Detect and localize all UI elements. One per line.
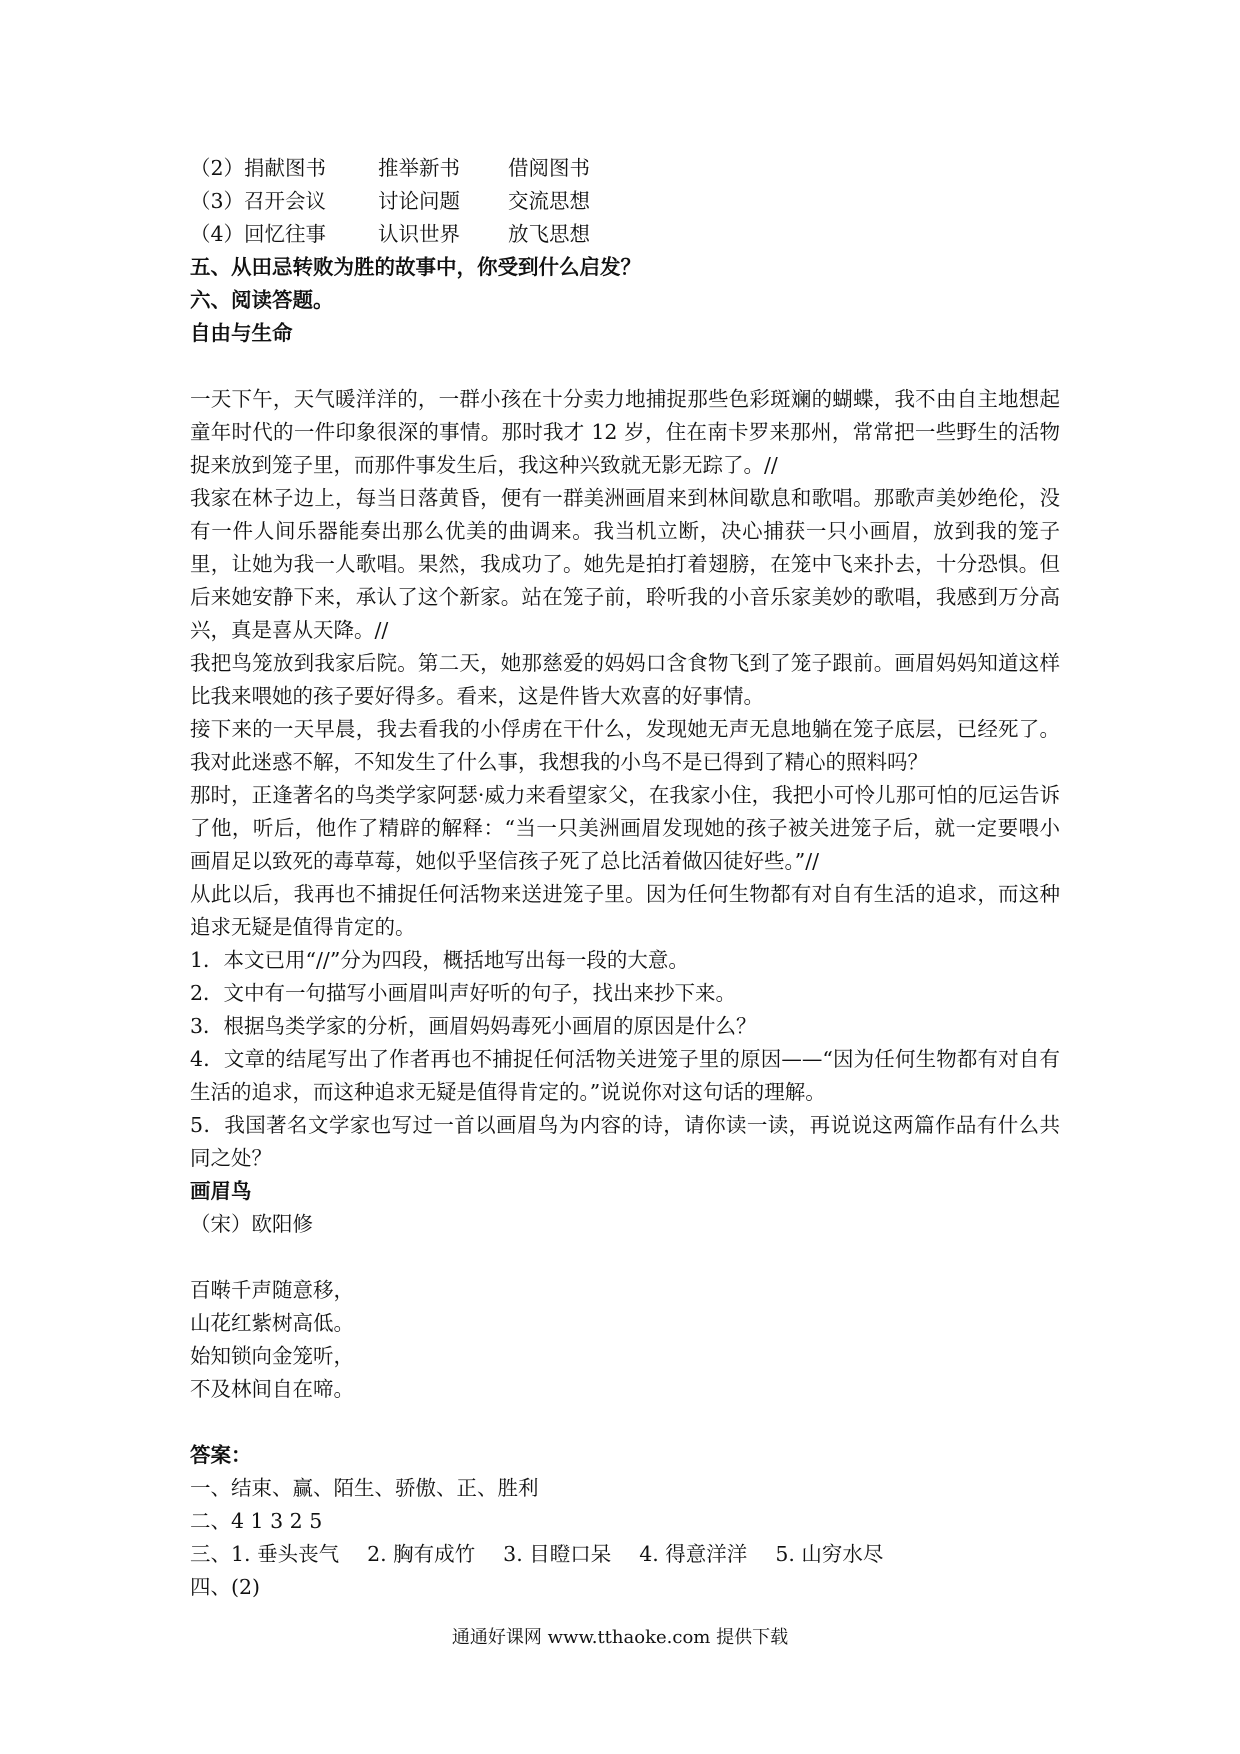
option-row [190, 152, 1060, 185]
poem-title: 画眉鸟 [190, 1179, 252, 1203]
answer-idiom: 2. 胸有成竹 [367, 1542, 476, 1566]
option-item: 交流思想 [508, 189, 590, 213]
option-item: 推举新书 [378, 156, 460, 180]
answers-heading: 答案： [190, 1443, 252, 1467]
option-item: 讨论问题 [378, 189, 460, 213]
spacer [190, 1406, 1060, 1439]
question-item: 4．文章的结尾写出了作者再也不捕捉任何活物关进笼子里的原因——“因为任何生物都有对自有生活的追求，而这种追求无疑是值得肯定的。”说说你对这句话的理解。 [190, 1047, 1060, 1104]
section-five-heading: 五、从田忌转败为胜的故事中，你受到什么启发？ [190, 255, 641, 279]
question-item: 3．根据鸟类学家的分析，画眉妈妈毒死小画眉的原因是什么？ [190, 1014, 757, 1038]
answer-line: 二、4 1 3 2 5 [190, 1509, 323, 1533]
article-paragraph: 接下来的一天早晨，我去看我的小俘虏在干什么，发现她无声无息地躺在笼子底层，已经死了。我对此迷惑不解，不知发生了什么事，我想我的小鸟不是已得到了精心的照料吗？ [190, 717, 1060, 774]
article-paragraph: 一天下午，天气暖洋洋的，一群小孩在十分卖力地捕捉那些色彩斑斓的蝴蝶，我不由自主地想起童年时代的一件印象很深的事情。那时我才 12 岁，住在南卡罗来那州，常常把一些野生的活物捉来放到笼子里，而那件事发生后，我这种兴致就无影无踪了。// [190, 387, 1060, 477]
option-item: 借阅图书 [508, 156, 590, 180]
poem-line: 百啭千声随意移， [190, 1278, 354, 1302]
poem-author: （宋）欧阳修 [190, 1212, 313, 1236]
section-six-heading: 六、阅读答题。 [190, 288, 334, 312]
article-title: 自由与生命 [190, 321, 293, 345]
page-footer: 通通好课网 www.tthaoke.com 提供下载 [451, 1627, 789, 1648]
answer-idiom: 1. 垂头丧气 [231, 1542, 340, 1566]
answer-line: 一、结束、赢、陌生、骄傲、正、胜利 [190, 1476, 539, 1500]
answer-line: 四、(2) [190, 1575, 261, 1599]
option-item: 认识世界 [378, 222, 460, 246]
option-item: 放飞思想 [508, 222, 590, 246]
answer-prefix: 三、 [190, 1542, 231, 1566]
option-row [190, 185, 1060, 218]
option-item: （2）捐献图书 [190, 156, 327, 180]
article-paragraph: 那时，正逢著名的鸟类学家阿瑟·威力来看望家父，在我家小住，我把小可怜儿那可怕的厄运告诉了他，听后，他作了精辟的解释：“当一只美洲画眉发现她的孩子被关进笼子后，就一定要喂小画眉足以致死的毒草莓，她似乎坚信孩子死了总比活着做囚徒好些。”// [190, 783, 1060, 873]
document-body [190, 152, 1060, 1604]
question-item: 2．文中有一句描写小画眉叫声好听的句子，找出来抄下来。 [190, 981, 737, 1005]
spacer [190, 1241, 1060, 1274]
option-row [190, 218, 1060, 251]
article-paragraph: 我家在林子边上，每当日落黄昏，便有一群美洲画眉来到林间歇息和歌唱。那歌声美妙绝伦，没有一件人间乐器能奏出那么优美的曲调来。我当机立断，决心捕获一只小画眉，放到我的笼子里，让她为我一人歌唱。果然，我成功了。她先是拍打着翅膀，在笼中飞来扑去，十分恐惧。但后来她安静下来，承认了这个新家。站在笼子前，聆听我的小音乐家美妙的歌唱，我感到万分高兴，真是喜从天降。// [190, 486, 1060, 642]
poem-line: 山花红紫树高低。 [190, 1311, 354, 1335]
answer-idiom: 5. 山穷水尽 [775, 1542, 884, 1566]
poem-line: 始知锁向金笼听， [190, 1344, 354, 1368]
answer-line [190, 1538, 1060, 1571]
option-item: （3）召开会议 [190, 189, 327, 213]
option-item: （4）回忆往事 [190, 222, 327, 246]
article-paragraph: 我把鸟笼放到我家后院。第二天，她那慈爱的妈妈口含食物飞到了笼子跟前。画眉妈妈知道这样比我来喂她的孩子要好得多。看来，这是件皆大欢喜的好事情。 [190, 651, 1060, 708]
question-item: 5．我国著名文学家也写过一首以画眉鸟为内容的诗，请你读一读，再说说这两篇作品有什么共同之处？ [190, 1113, 1060, 1170]
question-item: 1．本文已用“//”分为四段，概括地写出每一段的大意。 [190, 948, 689, 972]
poem-line: 不及林间自在啼。 [190, 1377, 354, 1401]
answer-idiom: 3. 目瞪口呆 [503, 1542, 612, 1566]
article-paragraph: 从此以后，我再也不捕捉任何活物来送进笼子里。因为任何生物都有对自有生活的追求，而这种追求无疑是值得肯定的。 [190, 882, 1060, 939]
answer-idiom: 4. 得意洋洋 [639, 1542, 748, 1566]
